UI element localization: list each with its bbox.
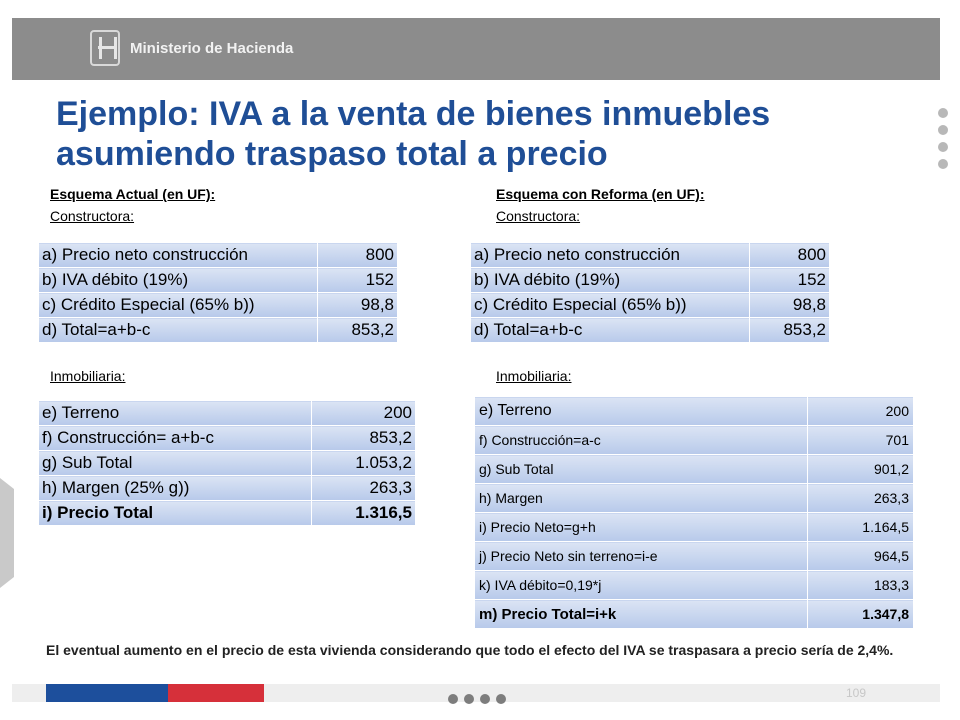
ministry-emblem-icon bbox=[90, 30, 120, 66]
row-value: 853,2 bbox=[318, 318, 398, 343]
table-row bbox=[471, 268, 830, 293]
conclusion-text: El eventual aumento en el precio de esta vivienda considerando que todo el efecto del IVA se traspasara a precio sería de 2,4%. bbox=[46, 642, 894, 658]
left-constructora-label: Constructora: bbox=[50, 208, 135, 224]
table-row bbox=[475, 455, 914, 484]
right-scheme-title: Esquema con Reforma (en UF): bbox=[496, 186, 705, 202]
table-row bbox=[475, 426, 914, 455]
table-row bbox=[471, 293, 830, 318]
table-row bbox=[475, 484, 914, 513]
row-label: j) Precio Neto sin terreno=i-e bbox=[475, 542, 808, 571]
row-value: 853,2 bbox=[312, 426, 416, 451]
left-constructora-table bbox=[38, 242, 398, 343]
table-row bbox=[39, 426, 416, 451]
flag-red-stripe bbox=[168, 684, 264, 702]
left-inmobiliaria-table bbox=[38, 400, 416, 526]
slide-title bbox=[56, 94, 876, 174]
table-row bbox=[39, 401, 416, 426]
row-label: c) Crédito Especial (65% b)) bbox=[39, 293, 318, 318]
row-value: 964,5 bbox=[808, 542, 914, 571]
row-value: 800 bbox=[750, 243, 830, 268]
left-edge-tab bbox=[0, 478, 14, 588]
bottom-dots bbox=[448, 694, 512, 704]
row-value: 1.347,8 bbox=[808, 600, 914, 629]
table-row bbox=[39, 318, 398, 343]
table-row bbox=[39, 243, 398, 268]
row-value: 1.053,2 bbox=[312, 451, 416, 476]
row-label: i) Precio Neto=g+h bbox=[475, 513, 808, 542]
table-row bbox=[39, 501, 416, 526]
row-value: 98,8 bbox=[318, 293, 398, 318]
row-label: h) Margen (25% g)) bbox=[39, 476, 312, 501]
row-label: a) Precio neto construcción bbox=[39, 243, 318, 268]
row-value: 853,2 bbox=[750, 318, 830, 343]
row-label: m) Precio Total=i+k bbox=[475, 600, 808, 629]
left-inmobiliaria-label: Inmobiliaria: bbox=[50, 368, 126, 384]
row-label: f) Construcción=a-c bbox=[475, 426, 808, 455]
row-label: b) IVA débito (19%) bbox=[39, 268, 318, 293]
right-constructora-table bbox=[470, 242, 830, 343]
row-value: 901,2 bbox=[808, 455, 914, 484]
right-constructora-label: Constructora: bbox=[496, 208, 581, 224]
row-value: 1.316,5 bbox=[312, 501, 416, 526]
right-inmobiliaria-table bbox=[474, 396, 914, 629]
table-row bbox=[475, 513, 914, 542]
right-inmobiliaria-label: Inmobiliaria: bbox=[496, 368, 572, 384]
table-row bbox=[475, 542, 914, 571]
row-value: 701 bbox=[808, 426, 914, 455]
row-value: 800 bbox=[318, 243, 398, 268]
title-line-2: asumiendo traspaso total a precio bbox=[56, 135, 608, 173]
left-scheme-title: Esquema Actual (en UF): bbox=[50, 186, 216, 202]
table-row bbox=[475, 600, 914, 629]
row-label: h) Margen bbox=[475, 484, 808, 513]
row-value: 183,3 bbox=[808, 571, 914, 600]
row-value: 152 bbox=[750, 268, 830, 293]
table-row bbox=[39, 293, 398, 318]
row-label: c) Crédito Especial (65% b)) bbox=[471, 293, 750, 318]
table-row bbox=[471, 318, 830, 343]
row-value: 200 bbox=[312, 401, 416, 426]
row-value: 98,8 bbox=[750, 293, 830, 318]
ministry-logo bbox=[90, 30, 293, 66]
table-row bbox=[471, 243, 830, 268]
row-label: b) IVA débito (19%) bbox=[471, 268, 750, 293]
table-row bbox=[39, 268, 398, 293]
row-value: 200 bbox=[808, 397, 914, 426]
row-label: d) Total=a+b-c bbox=[471, 318, 750, 343]
title-line-1: Ejemplo: IVA a la venta de bienes inmuebles bbox=[56, 95, 771, 133]
ministry-name: Ministerio de Hacienda bbox=[130, 39, 294, 57]
table-row bbox=[39, 476, 416, 501]
row-label: i) Precio Total bbox=[39, 501, 312, 526]
table-row bbox=[475, 397, 914, 426]
table-row bbox=[475, 571, 914, 600]
page-number: 109 bbox=[846, 686, 867, 700]
table-row bbox=[39, 451, 416, 476]
row-label: a) Precio neto construcción bbox=[471, 243, 750, 268]
row-value: 1.164,5 bbox=[808, 513, 914, 542]
row-label: e) Terreno bbox=[475, 397, 808, 426]
row-value: 263,3 bbox=[808, 484, 914, 513]
row-label: k) IVA débito=0,19*j bbox=[475, 571, 808, 600]
row-label: d) Total=a+b-c bbox=[39, 318, 318, 343]
row-value: 263,3 bbox=[312, 476, 416, 501]
row-label: g) Sub Total bbox=[475, 455, 808, 484]
row-label: e) Terreno bbox=[39, 401, 312, 426]
row-label: f) Construcción= a+b-c bbox=[39, 426, 312, 451]
row-label: g) Sub Total bbox=[39, 451, 312, 476]
row-value: 152 bbox=[318, 268, 398, 293]
flag-blue-stripe bbox=[46, 684, 168, 702]
side-dots bbox=[938, 108, 950, 176]
